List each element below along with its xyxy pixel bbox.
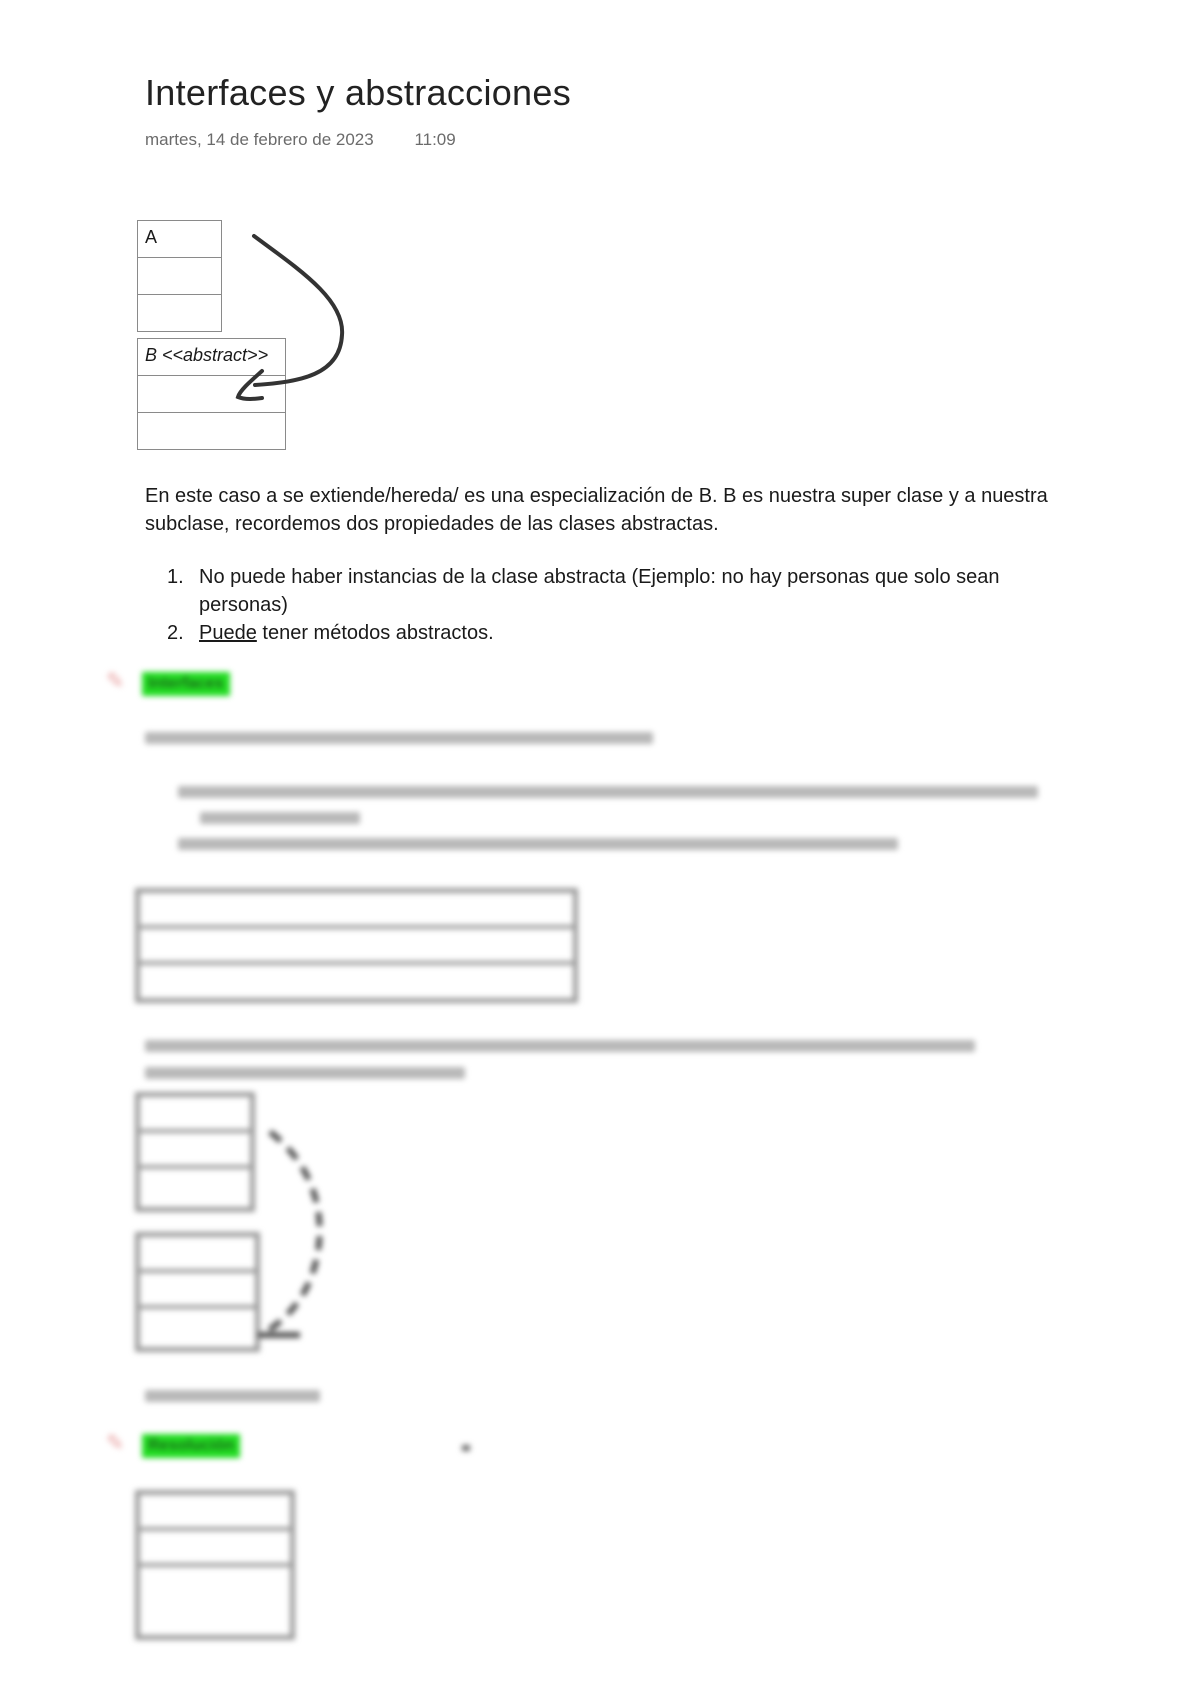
class-b-name: B <<abstract>> — [137, 338, 286, 376]
pen-icon: ✎ — [106, 668, 125, 693]
pen-icon: ✎ — [106, 1430, 125, 1455]
list-item: 2. Puede tener métodos abstractos. — [167, 622, 494, 644]
blurred-mark — [462, 1445, 470, 1451]
class-a-name: A — [137, 220, 222, 258]
body-paragraph: En este caso a se extiende/hereda/ es una especialización de B. B es nuestra super clase y a nuestra subclase, recordemos dos propiedades de las clases abstractas. — [145, 485, 1048, 535]
list-item: 1. No puede haber instancias de la clase abstracta (Ejemplo: no hay personas que solo sean personas) — [167, 566, 1000, 616]
highlighted-heading-interfaces: Interfaces — [142, 672, 230, 696]
blurred-arrow — [0, 0, 400, 1400]
highlighted-heading-resolution: Resolución — [142, 1434, 240, 1458]
blurred-uml-box — [135, 1490, 295, 1640]
blurred-line — [145, 1390, 320, 1402]
page-date: martes, 14 de febrero de 2023 — [145, 130, 374, 149]
page-title: Interfaces y abstracciones — [145, 72, 572, 113]
page-time: 11:09 — [414, 130, 456, 149]
